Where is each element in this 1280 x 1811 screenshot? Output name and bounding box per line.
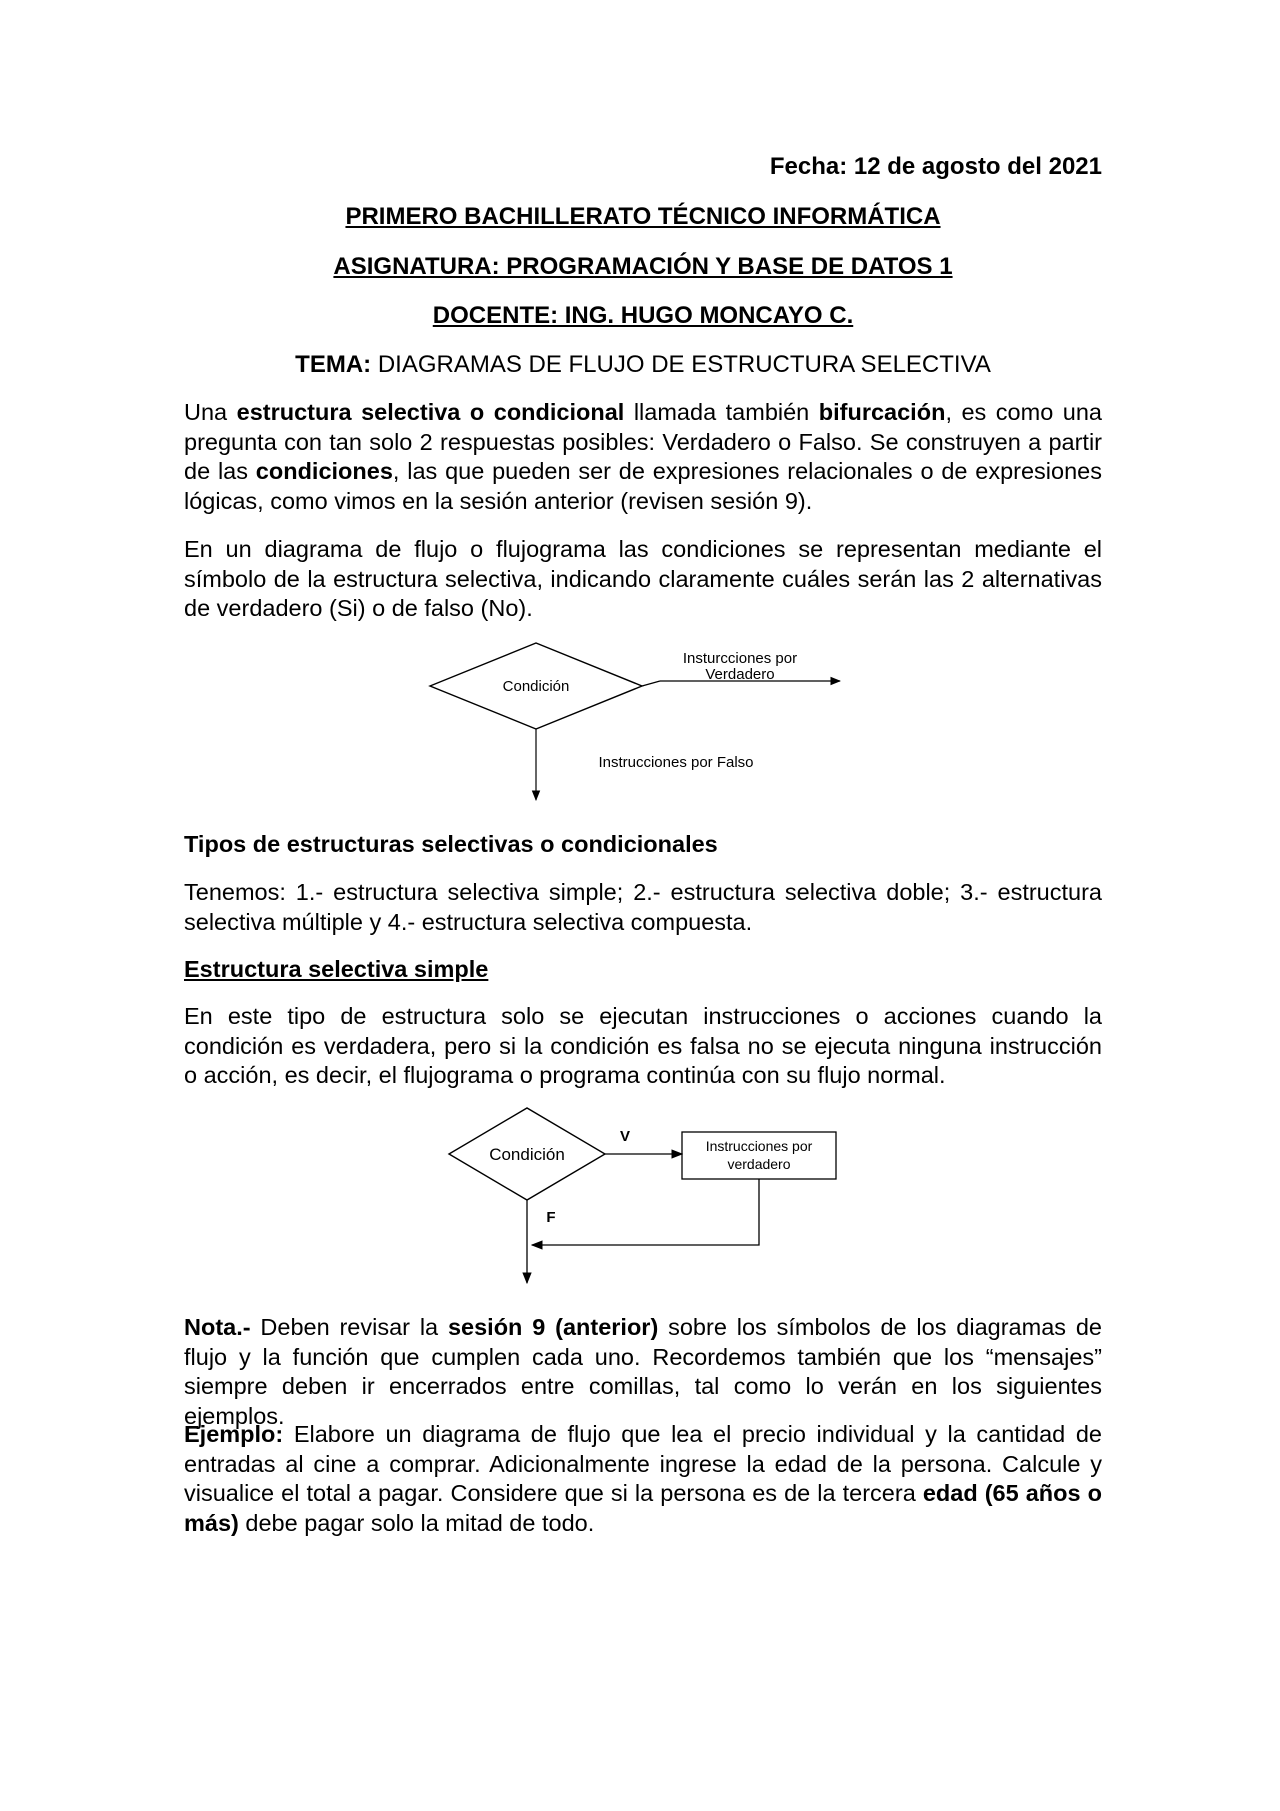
box-label-line1: Instrucciones por — [705, 1138, 813, 1154]
true-branch-label-line1: Insturcciones por — [682, 650, 798, 667]
example-bold-1: edad (65 años o más) — [184, 1480, 1102, 1536]
types-paragraph-text: Tenemos: 1.- estructura selectiva simple; 2.- estructura selectiva doble; 3.- estructura selectiva múltiple y 4.- estructura selectiva compuesta. — [184, 879, 1102, 935]
example-label: Ejemplo: — [184, 1421, 284, 1447]
example-text-1: Elabore un diagrama de flujo que lea el precio individual y la cantidad de entradas al cine a comprar. Adicionalmente ingrese la edad de la persona. Calcule y visualice el total a pagar. Considere que si la persona es de la tercera — [184, 1421, 1102, 1506]
topic-label: TEMA: — [295, 351, 372, 378]
simple-paragraph — [184, 1002, 1102, 1091]
teacher-title: DOCENTE: ING. HUGO MONCAYO C. — [432, 302, 854, 329]
diagram-general-selective — [430, 643, 840, 800]
f-label: F — [546, 1209, 556, 1226]
intro-bold-1: estructura selectiva o condicional — [236, 399, 625, 425]
course-title: PRIMERO BACHILLERATO TÉCNICO INFORMÁTICA — [345, 203, 941, 230]
note-text-2: sobre los símbolos de los diagramas de flujo y la función que cumplen cada uno. Recordemos también que los “mensajes” siempre deben ir encerrados entre comillas, tal como lo verán en los siguientes ejemplos. — [184, 1314, 1102, 1429]
box-label-line2: verdadero — [727, 1156, 791, 1172]
example-paragraph — [184, 1420, 1102, 1538]
intro-bold-2: bifurcación — [818, 399, 946, 425]
merge-arrow — [532, 1179, 759, 1245]
condition-label-2: Condición — [489, 1145, 565, 1164]
intro-text-1: Una — [184, 399, 237, 425]
true-branch-connector — [642, 681, 660, 686]
diagram-simple-selective — [449, 1108, 836, 1283]
condition-label-1: Condición — [502, 678, 570, 695]
intro-text-3: , es como una pregunta con tan solo 2 respuestas posibles: Verdadero o Falso. Se construyen a partir de las — [184, 399, 1102, 484]
flowchart-paragraph-text: En un diagrama de flujo o flujograma las condiciones se representan mediante el símbolo de la estructura selectiva, indicando claramente cuáles serán las 2 alternativas de verdadero (Si) o de falso (No). — [184, 536, 1102, 621]
false-branch-label: Instrucciones por Falso — [598, 754, 754, 771]
note-bold-1: sesión 9 (anterior) — [447, 1314, 659, 1340]
types-heading: Tipos de estructuras selectivas o condicionales — [184, 831, 718, 857]
note-paragraph — [184, 1313, 1102, 1431]
document-date: Fecha: 12 de agosto del 2021 — [769, 153, 1102, 180]
topic-text: DIAGRAMAS DE FLUJO DE ESTRUCTURA SELECTIVA — [371, 351, 991, 378]
subject-title: ASIGNATURA: PROGRAMACIÓN Y BASE DE DATOS 1 — [333, 253, 953, 280]
example-text-2: debe pagar solo la mitad de todo. — [238, 1509, 595, 1536]
note-label: Nota.- — [184, 1314, 251, 1340]
types-paragraph — [184, 878, 1102, 937]
intro-text-4: , las que pueden ser de expresiones relacionales o de expresiones lógicas, como vimos en la sesión anterior (revisen sesión 9). — [184, 458, 1102, 514]
true-branch-label-line2: Verdadero — [705, 666, 775, 683]
note-text-1: Deben revisar la — [250, 1314, 448, 1340]
v-label: V — [619, 1128, 631, 1145]
simple-paragraph-text: En este tipo de estructura solo se ejecutan instrucciones o acciones cuando la condición es verdadera, pero si la condición es falsa no se ejecuta ninguna instrucción o acción, es decir, el flujograma o programa continúa con su flujo normal. — [184, 1003, 1102, 1088]
simple-heading: Estructura selectiva simple — [184, 956, 489, 982]
intro-bold-3: condiciones — [255, 458, 393, 484]
intro-text-2: llamada también — [624, 399, 819, 425]
